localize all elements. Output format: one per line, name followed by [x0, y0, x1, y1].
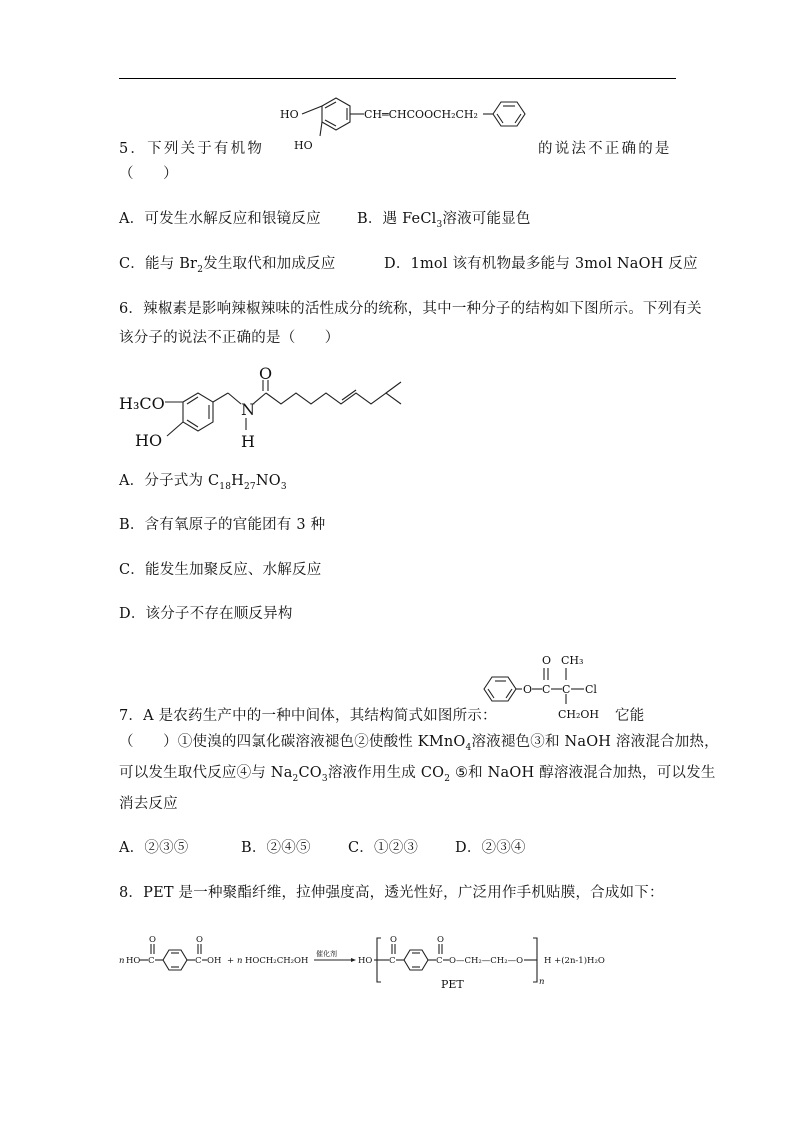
q8-o2: O — [196, 935, 203, 945]
q7-option-a: A．②③⑤ — [119, 840, 189, 856]
q8-glycol: HOCH₂CH₂OH — [245, 956, 309, 966]
q6-n: N — [241, 400, 255, 419]
q7-option-c: C．①②③ — [348, 840, 419, 856]
q5-chain: CH═CHCOOCH₂CH₂ — [364, 108, 478, 121]
q8-n1: n — [119, 956, 125, 966]
q7-line-1-tail: 它能 — [615, 708, 645, 724]
q8-plus-1: + — [227, 956, 235, 966]
q6-structure — [119, 366, 419, 452]
header-rule — [119, 78, 676, 79]
q5-ho-bottom: HO — [294, 139, 313, 152]
q8-pet-label: PET — [441, 978, 464, 991]
q7-structure — [478, 646, 623, 726]
q8-catalyst: 催化剂 — [316, 950, 337, 958]
q7-line-4: 消去反应 — [119, 796, 178, 812]
q8-tail: H +(2n-1)H₂O — [544, 956, 605, 966]
q5-benzene-left — [322, 98, 350, 130]
q7-line-3: 可以发生取代反应④与 $Na_2CO_3$溶液作用生成 $CO_2$ ⑤和 NaOH 醇溶液混合加热，可以发生 — [119, 765, 716, 784]
q8-c4: C — [436, 956, 443, 966]
q5-prefix: 5．下列关于有机物 — [119, 141, 265, 157]
q5-option-d: D．1mol 该有机物最多能与 3mol NaOH 反应 — [384, 256, 698, 272]
q7-ch3: CH₃ — [561, 654, 584, 667]
q6-option-d: D．该分子不存在顺反异构 — [119, 606, 293, 622]
q8-line-1: 8．PET 是一种聚酯纤维，拉伸强度高，透光性好，广泛用作手机贴膜，合成如下： — [119, 885, 664, 901]
q6-option-a: A．分子式为 $C_{18}H_{27}NO_3$ — [119, 473, 287, 492]
q8-n2: n — [237, 956, 243, 966]
q6-ho: HO — [135, 431, 163, 450]
q6-o: O — [259, 364, 273, 383]
q8-ho2: HO — [358, 956, 373, 966]
q5-option-b: B．遇 FeCl$_3$溶液可能显色 — [357, 211, 531, 230]
q5-structure — [280, 92, 540, 156]
q7-c1: C — [542, 683, 551, 696]
q8-c1: C — [148, 956, 155, 966]
q8-o3: O — [390, 935, 397, 945]
q7-o-link: O — [523, 683, 533, 696]
q5-ho-top: HO — [280, 108, 299, 121]
q8-c2: C — [195, 956, 202, 966]
q8-n3: n — [539, 977, 545, 987]
q7-line-1: 7．A 是农药生产中的一种中间体，其结构简式如图所示： — [119, 708, 497, 724]
q7-option-b: B．②④⑤ — [241, 840, 311, 856]
q8-o4: O — [437, 935, 444, 945]
q6-h3co: H₃CO — [119, 394, 165, 413]
q6-h: H — [241, 432, 255, 451]
q8-c3: C — [389, 956, 396, 966]
q6-option-b: B．含有氧原子的官能团有 3 种 — [119, 517, 326, 533]
q8-oh1: OH — [207, 956, 222, 966]
q5-paren: （ ） — [119, 166, 178, 182]
q7-ch2oh: CH₂OH — [558, 708, 600, 721]
q7-c2: C — [562, 683, 571, 696]
q5-option-c: C．能与 $Br_2$发生取代和加成反应 — [119, 256, 336, 275]
q7-cl: Cl — [585, 683, 597, 696]
q8-chain: O—CH₂—CH₂—O — [449, 956, 524, 966]
q6-line-2: 该分子的说法不正确的是（ ） — [119, 330, 340, 346]
q6-line-1: 6．辣椒素是影响辣椒辣味的活性成分的统称，其中一种分子的结构如下图所示。下列有关 — [119, 301, 702, 317]
q7-line-2: （ ）①使溴的四氯化碳溶液褪色②使酸性 KMnO$_4$溶液褪色③和 NaOH 溶液混合加热， — [119, 734, 719, 753]
q8-o1: O — [149, 935, 156, 945]
q7-o-top: O — [542, 654, 552, 667]
q8-ho1: HO — [126, 956, 141, 966]
q6-option-c: C．能发生加聚反应、水解反应 — [119, 562, 322, 578]
q7-option-d: D．②③④ — [455, 840, 526, 856]
q5-option-a: A．可发生水解反应和银镜反应 — [119, 211, 321, 227]
q5-suffix: 的说法不正确的是 — [538, 141, 672, 157]
q8-equation — [119, 930, 619, 992]
